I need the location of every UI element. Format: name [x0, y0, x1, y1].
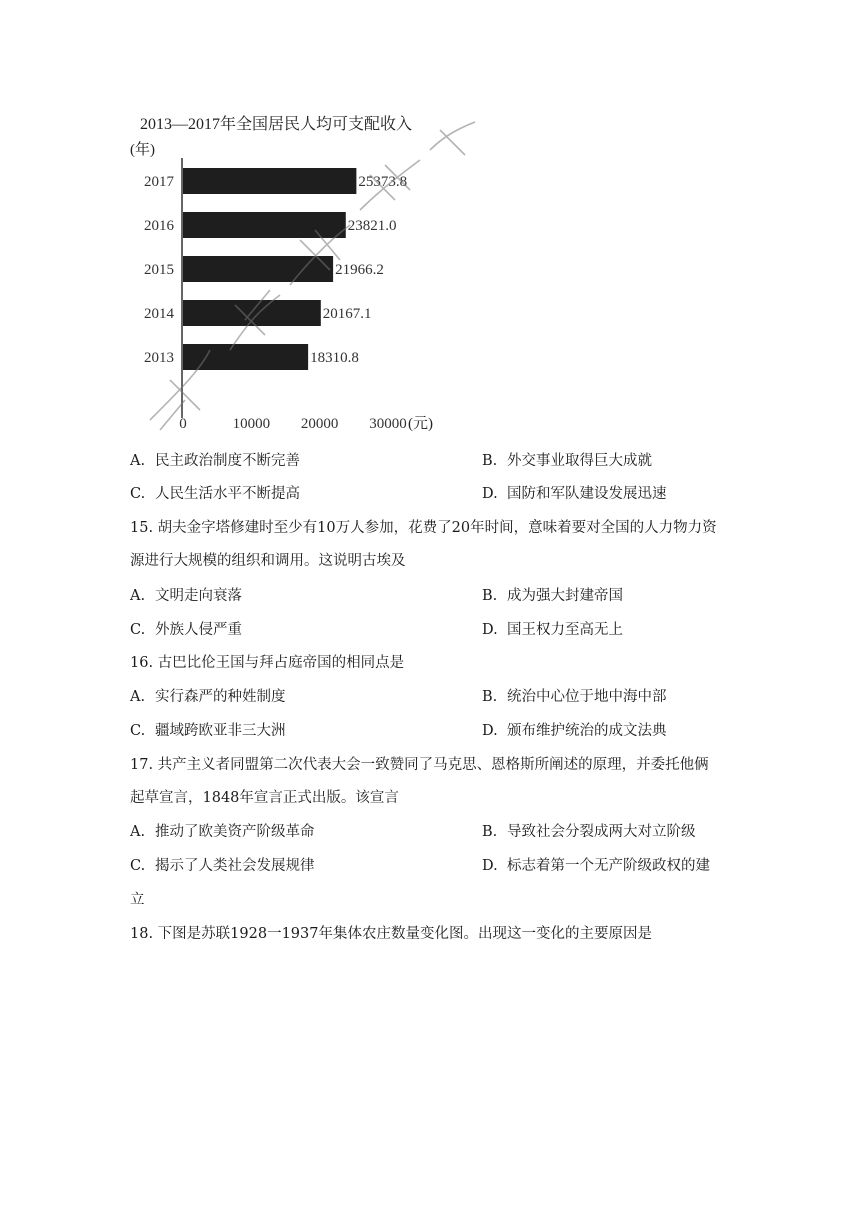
q17-option-c[interactable]: C. 揭示了人类社会发展规律 — [130, 858, 315, 874]
x-tick-label: 0 — [179, 416, 187, 432]
q14-option-d[interactable]: D. 国防和军队建设发展迅速 — [482, 486, 667, 502]
bar — [183, 344, 308, 370]
q17-option-b[interactable]: B. 导致社会分裂成两大对立阶级 — [482, 824, 696, 840]
q17-option-d-continued: 立 — [130, 892, 145, 908]
q16-option-b[interactable]: B. 统治中心位于地中海中部 — [482, 689, 667, 705]
q18-stem: 18. 下图是苏联1928一1937年集体农庄数量变化图。出现这一变化的主要原因是 — [130, 926, 652, 942]
value-label: 25373.8 — [358, 174, 408, 190]
q16-stem: 16. 古巴比伦王国与拜占庭帝国的相同点是 — [130, 655, 405, 671]
value-label: 20167.1 — [322, 306, 372, 322]
q15-option-c[interactable]: C. 外族人侵严重 — [130, 622, 242, 638]
value-label: 21966.2 — [335, 262, 384, 278]
q17-stem-line1: 17. 共产主义者同盟第二次代表大会一致赞同了马克思、恩格斯所阐述的原理，并委托他俩 — [130, 757, 709, 773]
q15-stem-line2: 源进行大规模的组织和调用。这说明古埃及 — [130, 553, 406, 569]
bars-group — [144, 168, 407, 370]
q14-option-a[interactable]: A. 民主政治制度不断完善 — [130, 453, 300, 469]
category-label: 2017 — [144, 174, 174, 190]
q14-option-c[interactable]: C. 人民生活水平不断提高 — [130, 486, 300, 502]
x-tick-label: 20000 — [300, 416, 339, 432]
q17-option-d[interactable]: D. 标志着第一个无产阶级政权的建 — [482, 858, 710, 874]
bar — [183, 256, 333, 282]
q17-stem-line2: 起草宣言，1848年宣言正式出版。该宣言 — [130, 790, 399, 806]
q15-option-d[interactable]: D. 国王权力至高无上 — [482, 622, 623, 638]
q17-option-a[interactable]: A. 推动了欧美资产阶级革命 — [130, 824, 315, 840]
q15-option-a[interactable]: A. 文明走向衰落 — [130, 588, 242, 604]
q15-stem-line1: 15. 胡夫金字塔修建时至少有10万人参加，花费了20年时间，意味着要对全国的人力物力资 — [130, 520, 717, 536]
q14-option-b[interactable]: B. 外交事业取得巨大成就 — [482, 453, 652, 469]
chart-title: 2013—2017年全国居民人均可支配收入 — [140, 116, 413, 133]
x-ticks-group — [179, 416, 407, 432]
value-label: 18310.8 — [310, 350, 359, 366]
bar — [183, 168, 356, 194]
x-axis-label: (元) — [408, 416, 433, 432]
q15-option-b[interactable]: B. 成为强大封建帝国 — [482, 588, 623, 604]
x-tick-label: 30000 — [369, 416, 407, 432]
income-bar-chart — [118, 108, 478, 438]
category-label: 2013 — [144, 350, 174, 366]
bar — [183, 212, 346, 238]
category-label: 2016 — [144, 218, 174, 234]
bar — [183, 300, 321, 326]
q16-option-a[interactable]: A. 实行森严的种姓制度 — [130, 689, 286, 705]
category-label: 2014 — [144, 306, 174, 322]
x-tick-label: 10000 — [232, 416, 271, 432]
q16-option-d[interactable]: D. 颁布维护统治的成文法典 — [482, 723, 667, 739]
q16-option-c[interactable]: C. 疆域跨欧亚非三大洲 — [130, 723, 286, 739]
y-axis-label: (年) — [130, 142, 155, 158]
value-label: 23821.0 — [347, 218, 397, 234]
category-label: 2015 — [144, 262, 174, 278]
